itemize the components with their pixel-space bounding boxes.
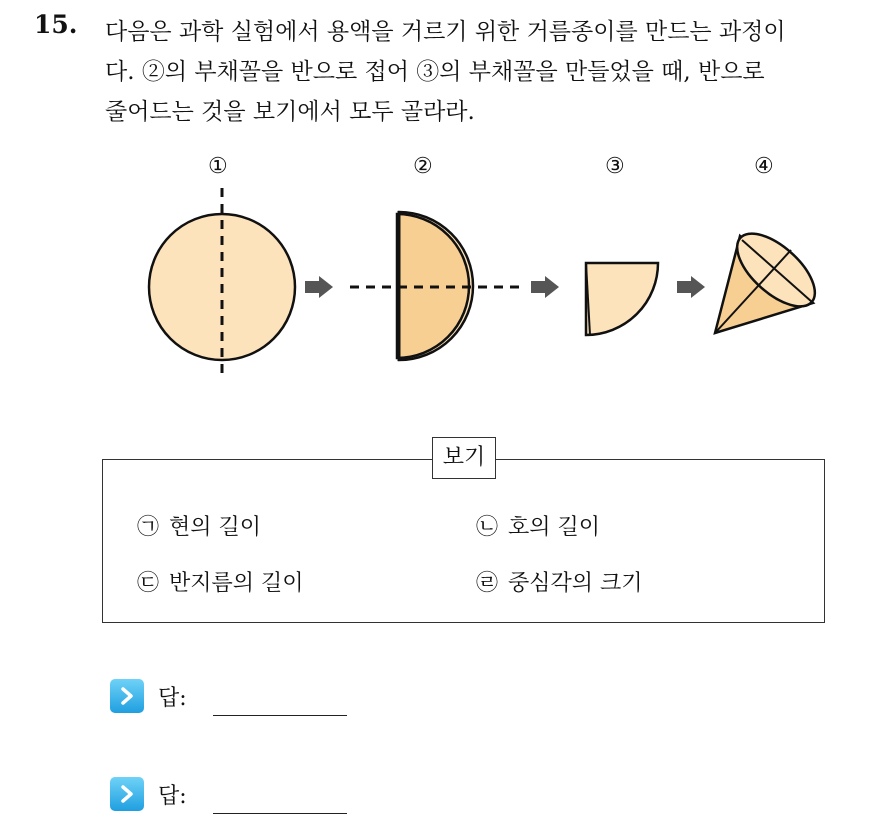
answer-blank[interactable] bbox=[213, 813, 347, 814]
arrow-right-icon bbox=[677, 276, 705, 298]
question-line: 줄어드는 것을 보기에서 모두 골라라. bbox=[105, 99, 475, 125]
option-marker: ㉣ bbox=[476, 571, 499, 596]
chevron-right-icon bbox=[110, 777, 144, 811]
chevron-right-icon bbox=[110, 679, 144, 713]
option-item bbox=[137, 510, 261, 541]
stage-label-2: ② bbox=[413, 154, 433, 179]
answer-row bbox=[110, 678, 187, 714]
option-text: 호의 길이 bbox=[508, 515, 601, 540]
answer-row bbox=[110, 776, 187, 812]
answer-blank[interactable] bbox=[213, 715, 347, 716]
full-circle bbox=[149, 188, 295, 380]
option-text: 중심각의 크기 bbox=[508, 571, 643, 596]
option-item bbox=[476, 566, 643, 597]
stage-label-1: ① bbox=[208, 154, 228, 179]
option-marker: ㉠ bbox=[137, 515, 160, 540]
option-text: 현의 길이 bbox=[169, 515, 262, 540]
options-box-title: 보기 bbox=[432, 437, 496, 479]
options-box bbox=[102, 459, 825, 623]
arrow-right-icon bbox=[531, 276, 559, 298]
option-marker: ㉢ bbox=[137, 571, 160, 596]
answer-label: 답: bbox=[158, 685, 187, 711]
question-line: 다음은 과학 실험에서 용액을 거르기 위한 거름종이를 만드는 과정이 bbox=[105, 19, 786, 45]
question-number: 15. bbox=[34, 10, 78, 39]
option-item bbox=[476, 510, 600, 541]
cone bbox=[715, 221, 827, 333]
option-item bbox=[137, 566, 304, 597]
option-marker: ㉡ bbox=[476, 515, 499, 540]
option-text: 반지름의 길이 bbox=[169, 571, 304, 596]
stage-label-4: ④ bbox=[754, 154, 774, 179]
half-circle bbox=[350, 211, 520, 361]
question-line: 다. ②의 부채꼴을 반으로 접어 ③의 부채꼴을 만들었을 때, 반으로 bbox=[105, 59, 765, 85]
arrow-right-icon bbox=[305, 276, 333, 298]
stage-label-3: ③ bbox=[605, 154, 625, 179]
quarter-sector bbox=[586, 263, 658, 335]
answer-label: 답: bbox=[158, 783, 187, 809]
